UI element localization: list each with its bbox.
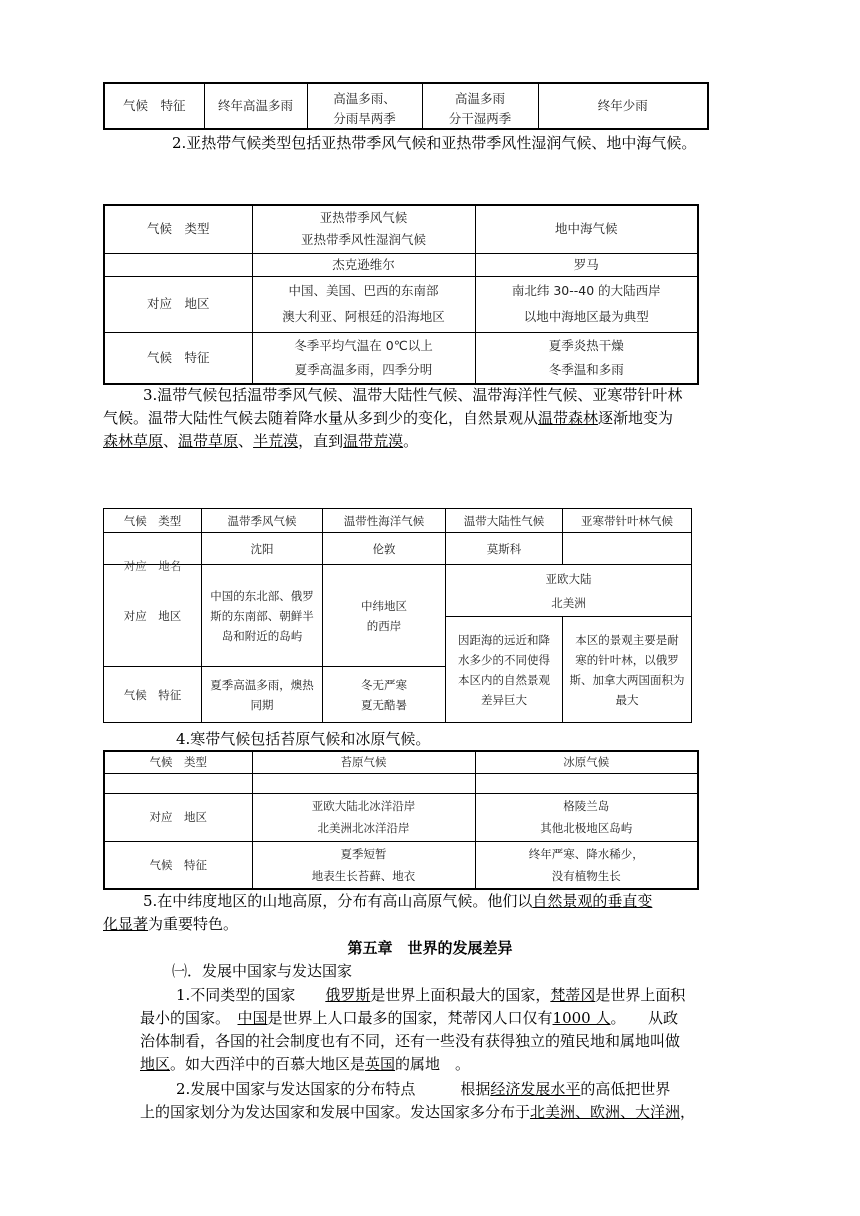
row-label: 气候 特征 <box>104 83 204 129</box>
empty-cell <box>563 533 692 565</box>
row-label: 气候 特征 <box>104 667 202 723</box>
row-label: 气候 特征 <box>104 841 252 889</box>
header-cell: 温带大陆性气候 <box>446 509 563 533</box>
cell: 南北纬 30--40 的大陆西岸 以地中海地区最为典型 <box>475 276 698 332</box>
header-cell: 亚寒带针叶林气候 <box>563 509 692 533</box>
empty-cell <box>252 773 475 793</box>
cell: 中纬地区 的西岸 <box>323 565 446 667</box>
paragraph-country-types: 1.不同类型的国家 俄罗斯是世界上面积最大的国家，梵蒂冈是世界上面积 最小的国家。 中国是世界上人口最多的国家，梵蒂冈人口仅有1000 人。 从政 治体制看，各国的社会制度也有不同，还有一些没有获得独立的殖民地和属地叫做 地区。如大西洋中的百慕大地区是英国的属地 。 <box>140 986 686 1073</box>
table-tropical-climate <box>103 82 709 130</box>
paragraph-temperate: 3.温带气候包括温带季风气候、温带大陆性气候、温带海洋性气候、亚寒带针叶林 气候。温带大陆性气候去随着降水量从多到少的变化，自然景观从温带森林逐渐地变为 森林草原、温带草原、半荒漠，直到温带荒漠。 <box>103 386 683 450</box>
empty-cell <box>475 773 698 793</box>
header-cell: 冰原气候 <box>475 751 698 773</box>
cell: 格陵兰岛 其他北极地区岛屿 <box>475 793 698 841</box>
cell: 高温多雨、 分雨旱两季 <box>307 83 422 129</box>
clipped-label: 对应 地名 <box>104 533 202 565</box>
cell: 罗马 <box>475 253 698 276</box>
table-temperate-climate <box>103 508 692 723</box>
cell: 高温多雨 分干湿两季 <box>422 83 538 129</box>
header-cell: 亚热带季风气候 亚热带季风性湿润气候 <box>252 205 475 253</box>
cell: 因距海的远近和降 水多少的不同使得 本区内的自然景观 差异巨大 <box>446 617 563 723</box>
cell: 莫斯科 <box>446 533 563 565</box>
header-cell: 地中海气候 <box>475 205 698 253</box>
cell: 中国、美国、巴西的东南部 澳大利亚、阿根廷的沿海地区 <box>252 276 475 332</box>
section-heading: ㈠．发展中国家与发达国家 <box>172 962 353 980</box>
header-label: 气候 类型 <box>104 509 202 533</box>
empty-cell <box>104 253 252 276</box>
cell: 夏季炎热干燥 冬季温和多雨 <box>475 332 698 384</box>
cell: 本区的景观主要是耐 寒的针叶林，以俄罗 斯、加拿大两国面积为 最大 <box>563 617 692 723</box>
row-label: 气候 特征 <box>104 332 252 384</box>
cell: 亚欧大陆 北美洲 <box>446 565 692 617</box>
header-cell: 温带性海洋气候 <box>323 509 446 533</box>
header-label: 气候 类型 <box>104 205 252 253</box>
paragraph-highland: 5.在中纬度地区的山地高原，分布有高山高原气候。他们以自然景观的垂直变 化显著为重要特色。 <box>103 892 653 933</box>
cell: 夏季高温多雨，燠热 同期 <box>202 667 323 723</box>
table-cold-climate <box>103 750 699 890</box>
cell: 终年高温多雨 <box>204 83 307 129</box>
cell: 亚欧大陆北冰洋沿岸 北美洲北冰洋沿岸 <box>252 793 475 841</box>
paragraph-subtropical: 2.亚热带气候类型包括亚热带季风气候和亚热带季风性湿润气候、地中海气候。 <box>172 134 697 152</box>
table-subtropical-climate <box>103 204 699 385</box>
row-label: 对应 地区 <box>104 276 252 332</box>
paragraph-distribution: 2.发展中国家与发达国家的分布特点 根据经济发展水平的高低把世界 上的国家划分为发达国家和发展中国家。发达国家多分布于北美洲、欧洲、大洋洲， <box>140 1080 696 1121</box>
cell: 冬无严寒 夏无酷暑 <box>323 667 446 723</box>
row-label: 对应 地区 <box>104 565 202 667</box>
cell: 夏季短暂 地表生长苔藓、地衣 <box>252 841 475 889</box>
cell: 终年严寒、降水稀少， 没有植物生长 <box>475 841 698 889</box>
empty-cell <box>104 773 252 793</box>
header-cell: 苔原气候 <box>252 751 475 773</box>
header-label: 气候 类型 <box>104 751 252 773</box>
chapter-title: 第五章 世界的发展差异 <box>347 939 513 957</box>
cell: 伦敦 <box>323 533 446 565</box>
cell: 终年少雨 <box>538 83 708 129</box>
cell: 中国的东北部、俄罗 斯的东南部、朝鲜半 岛和附近的岛屿 <box>202 565 323 667</box>
header-cell: 温带季风气候 <box>202 509 323 533</box>
row-label: 对应 地区 <box>104 793 252 841</box>
cell: 冬季平均气温在 0℃以上 夏季高温多雨，四季分明 <box>252 332 475 384</box>
cell: 沈阳 <box>202 533 323 565</box>
cell: 杰克逊维尔 <box>252 253 475 276</box>
paragraph-cold: 4.寒带气候包括苔原气候和冰原气候。 <box>176 730 431 748</box>
